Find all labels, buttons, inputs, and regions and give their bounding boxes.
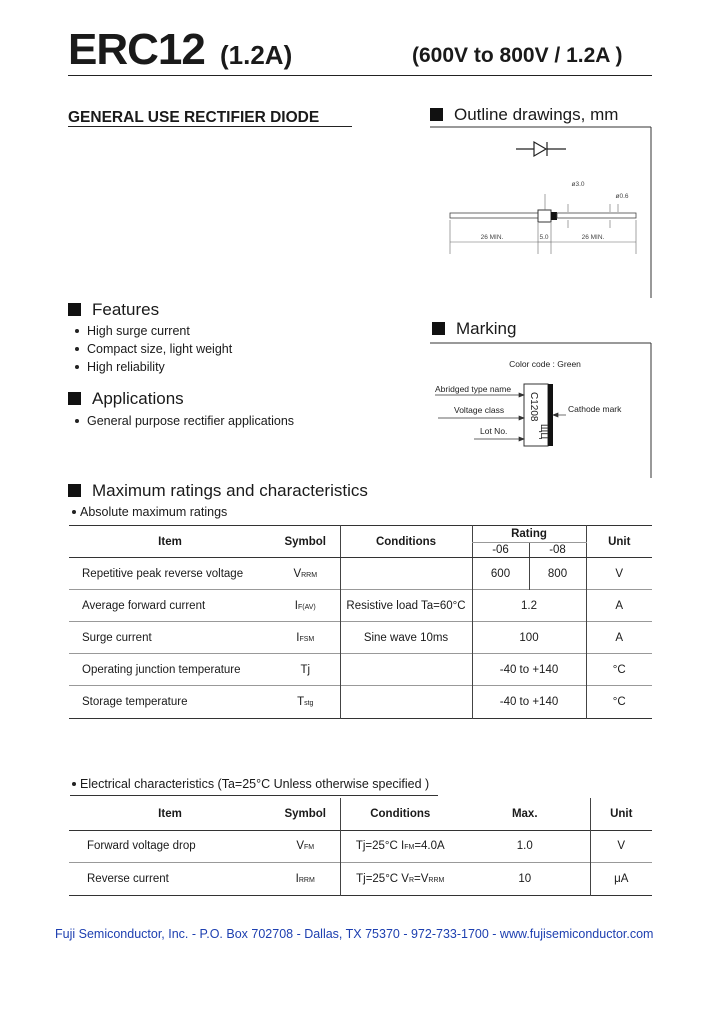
- outline-drawing: [430, 124, 654, 300]
- outline-heading-text: Outline drawings, mm: [454, 105, 619, 124]
- package-drawing: [450, 210, 636, 222]
- list-item: General purpose rectifier applications: [75, 412, 294, 430]
- col-conditions: Conditions: [340, 526, 472, 558]
- square-bullet-icon: [68, 484, 81, 497]
- col-item: Item: [69, 526, 271, 558]
- marking-lot-code: ЩЦ: [539, 424, 549, 440]
- part-number: ERC12: [68, 25, 205, 74]
- col-rating-08: -08: [529, 543, 586, 558]
- dimension-lines: [450, 194, 636, 254]
- outline-heading: [430, 106, 618, 123]
- features-heading-text: Features: [92, 300, 160, 319]
- marking-drawing: [430, 340, 654, 480]
- marking-heading-text: Marking: [456, 319, 517, 338]
- bullet-icon: [75, 347, 79, 351]
- lot-no-label: Lot No.: [480, 426, 508, 436]
- table-row: Average forward current IF(AV) Resistive load Ta=60°C 1.2 A: [69, 590, 652, 622]
- col-symbol: Symbol: [271, 526, 340, 558]
- features-heading: [68, 301, 159, 318]
- voltage-range-title: (600V to 800V / 1.2A ): [412, 44, 623, 67]
- applications-list: [75, 412, 294, 430]
- col-unit: Unit: [590, 798, 652, 830]
- current-rating-title: (1.2A): [220, 40, 293, 70]
- list-item: Compact size, light weight: [75, 340, 232, 358]
- dim-body-length: 5.0: [539, 234, 549, 241]
- table-header-row: [69, 798, 652, 830]
- bullet-icon: [72, 782, 76, 786]
- col-symbol: Symbol: [284, 807, 327, 820]
- features-list: [75, 322, 232, 376]
- abridged-type-label: Abridged type name: [435, 384, 512, 394]
- color-code-label: Color code : Green: [509, 359, 581, 369]
- marking-heading: [432, 320, 516, 337]
- electrical-subheading-rule: [70, 795, 438, 796]
- dim-left-lead: 26 MIN.: [480, 234, 504, 241]
- table-row: Storage temperature Tstg -40 to +140 °C: [69, 686, 652, 719]
- title-rule: [68, 75, 652, 76]
- dim-lead-diameter: ø0.6: [615, 193, 629, 200]
- table-row: Forward voltage drop VFM Tj=25°C IFM=4.0A 1.0 V: [69, 830, 652, 862]
- device-type-subtitle: GENERAL USE RECTIFIER DIODE: [68, 109, 320, 126]
- marking-code: C1208: [528, 392, 539, 422]
- footer-contact: Fuji Semiconductor, Inc. - P.O. Box 702708 - Dallas, TX 75370 - 972-733-1700 - www.fujisemiconductor.com: [55, 927, 654, 941]
- bullet-icon: [75, 365, 79, 369]
- voltage-class-label: Voltage class: [454, 405, 505, 415]
- col-unit: Unit: [586, 526, 652, 558]
- square-bullet-icon: [432, 322, 445, 335]
- applications-heading: [68, 390, 184, 407]
- max-ratings-table: [69, 525, 652, 719]
- abs-max-subheading: Absolute maximum ratings: [72, 505, 227, 519]
- applications-heading-text: Applications: [92, 389, 184, 408]
- square-bullet-icon: [68, 392, 81, 405]
- table-row: Surge current IFSM Sine wave 10ms 100 A: [69, 622, 652, 654]
- cathode-mark-label: Cathode mark: [568, 404, 622, 414]
- electrical-subheading: Electrical characteristics (Ta=25°C Unless otherwise specified ): [72, 777, 429, 791]
- square-bullet-icon: [68, 303, 81, 316]
- electrical-table: [69, 798, 652, 896]
- max-ratings-heading-text: Maximum ratings and characteristics: [92, 481, 368, 500]
- table-row: Operating junction temperature Tj -40 to +140 °C: [69, 654, 652, 686]
- max-ratings-heading: [68, 482, 368, 499]
- list-item: High reliability: [75, 358, 232, 376]
- col-rating-06: -06: [472, 543, 529, 558]
- table-row: Repetitive peak reverse voltage VRRM 600 800 V: [69, 558, 652, 590]
- diode-symbol-icon: [516, 142, 566, 156]
- bullet-icon: [75, 419, 79, 423]
- col-max: Max.: [511, 807, 538, 820]
- bullet-icon: [75, 329, 79, 333]
- table-header-row: [69, 526, 652, 543]
- dim-right-lead: 26 MIN.: [581, 234, 605, 241]
- col-item: Item: [158, 807, 182, 820]
- col-rating: Rating: [472, 526, 586, 543]
- table-row: Reverse current IRRM Tj=25°C VR=VRRM 10 μA: [69, 862, 652, 895]
- col-conditions: Conditions: [340, 798, 460, 830]
- bullet-icon: [72, 510, 76, 514]
- subtitle-rule: [68, 126, 352, 127]
- list-item: High surge current: [75, 322, 232, 340]
- square-bullet-icon: [430, 108, 443, 121]
- dim-body-diameter: ø3.0: [571, 181, 585, 188]
